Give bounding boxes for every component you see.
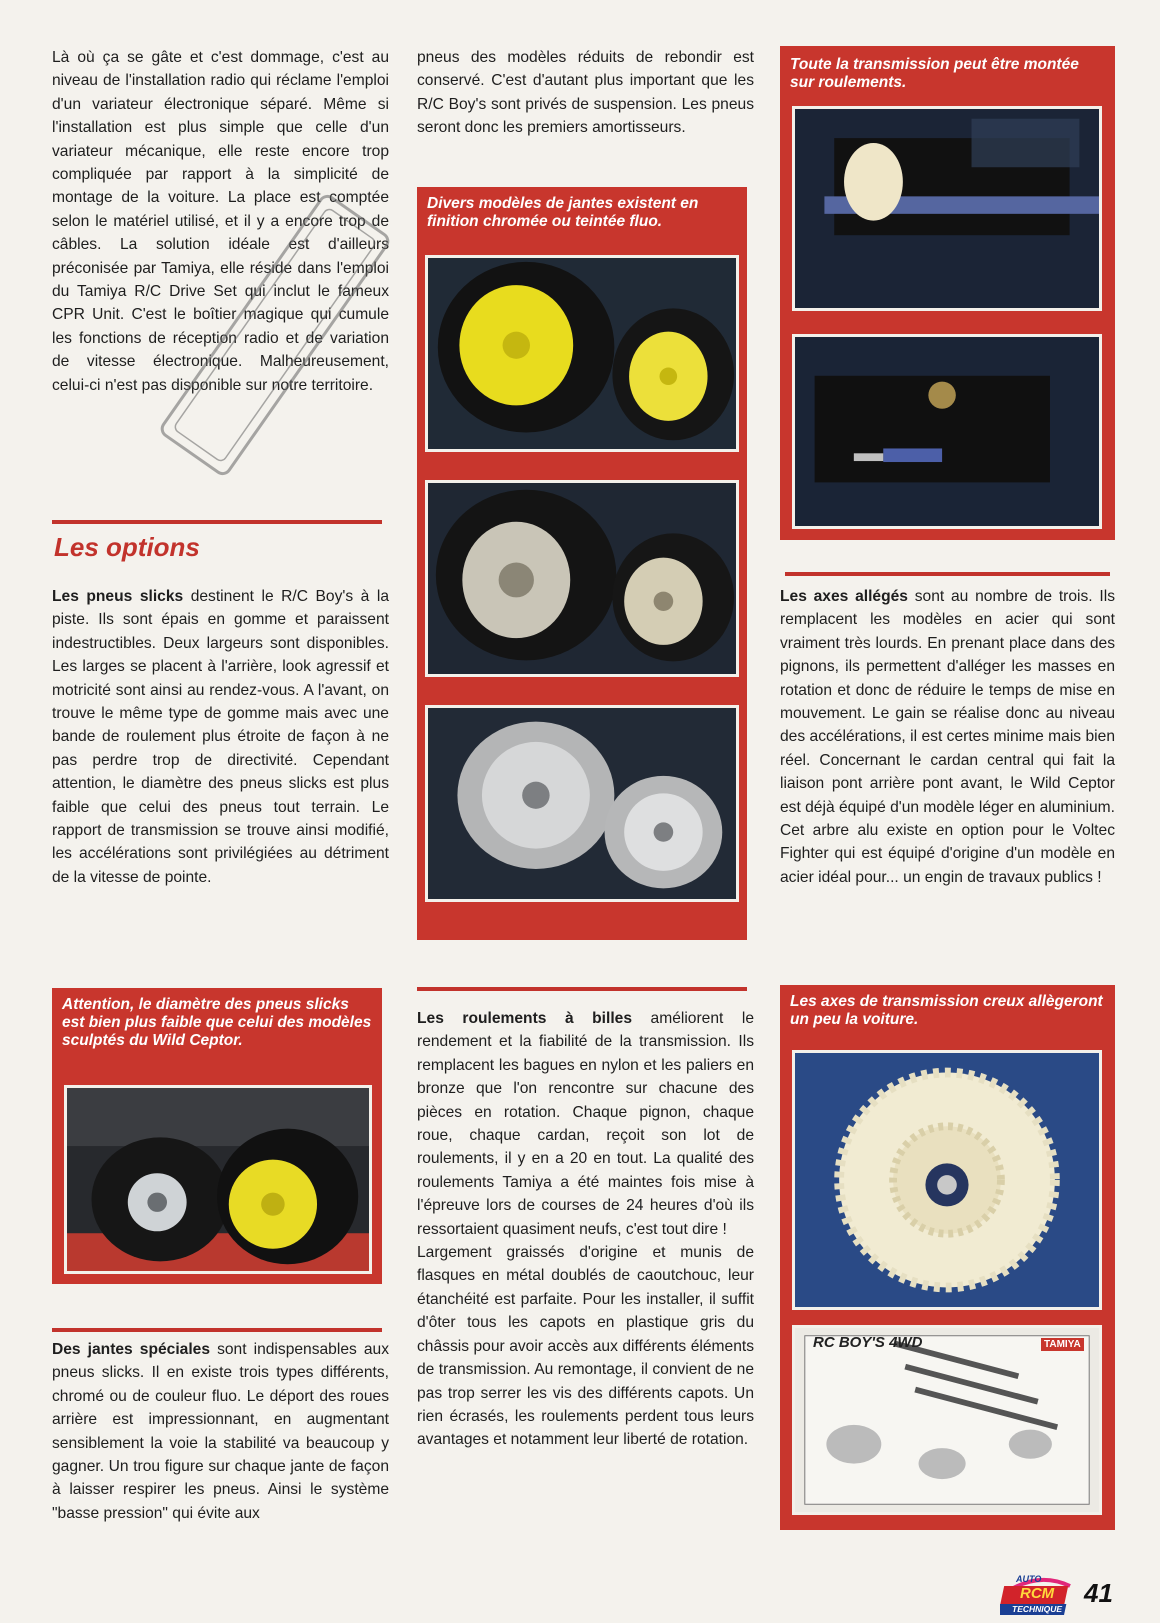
slicks-lead: Les pneus slicks	[52, 588, 184, 605]
package-title: RC BOY'S 4WD	[813, 1334, 923, 1351]
logo-main-text: RCM	[1020, 1585, 1055, 1602]
photo-instruction-sheet	[792, 1325, 1102, 1515]
photo-transmission-detail	[792, 334, 1102, 529]
photo-yellow-rims	[425, 255, 739, 452]
watermark-stamp	[150, 155, 400, 515]
photo-chrome-rims-bare	[425, 705, 739, 902]
column-3-axes	[780, 585, 1115, 889]
transmission-caption: Toute la transmission peut être montée sur roulements.	[790, 56, 1079, 91]
column-1-slicks	[52, 585, 389, 889]
roulements-text: améliorent le rendement et la fiabilité de la transmission. Ils remplacent les bagues en nylon et les paliers en bronze que l'on rencontre sur chacune des pièces en rotation. Chaque pignon, chaque roue, chaque cardan, reçoit son lot de roulements, il y en a 20 en tout. La qualité des roulements Tamiya a été maintes fois mise à l'épreuve lors de courses de 24 heures d'où ils ressortaient quasiment neufs, c'est tout dire !	[417, 1010, 754, 1238]
logo-sub-text: TECHNIQUE	[1012, 1604, 1063, 1614]
jantes-lead: Des jantes spéciales	[52, 1341, 211, 1358]
jantes-paragraph	[52, 1338, 389, 1525]
axes-caption: Les axes de transmission creux allègeront un peu la voiture.	[790, 993, 1103, 1028]
jantes-caption: Divers modèles de jantes existent en finition chromée ou teintée fluo.	[427, 195, 699, 230]
photo-gear	[792, 1050, 1102, 1310]
roulements-paragraph-2: Largement graissés d'origine et munis de flasques en métal doublés de caoutchouc, leur étanchéité est parfaite. Pour les installer, il suffit d'ôter tous les capots en plastique gris du châssis pour avoir accès aux différents éléments de transmission. Au remontage, il convient de ne pas trop serrer les vis des différents capots. Un rien écrasés, les roulements perdent tous leurs avantages et notamment leur liberté de rotation.	[417, 1244, 754, 1449]
jantes-text: sont indispensables aux pneus slicks. Il en existe trois types différents, chromé ou de couleur fluo. Le déport des roues arrière est impressionnant, en augmentant sensiblement la voie la stabilité va beaucoup y gagner. Un trou figure sur chaque jante de façon à laisser respirer les pneus. Ainsi le système "basse pression" qui évite aux	[52, 1341, 389, 1522]
roulements-paragraph	[417, 1007, 754, 1241]
package-brand: TAMIYA	[1041, 1338, 1084, 1351]
magazine-logo	[1000, 1568, 1085, 1618]
axes-rule	[785, 572, 1110, 576]
slicks-text: destinent le R/C Boy's à la piste. Ils sont épais en gomme et paraissent indestructibles. Deux largeurs sont disponibles. Les larges se placent à l'arrière, look agressif et motricité sont ainsi au rendez-vous. A l'avant, on trouve le même type de gomme mais avec une bande de roulement plus étroite de façon à ne pas perdre trop de directivité. Cependant attention, le diamètre des pneus slicks est plus faible que celui des pneus tout terrain. Le rapport de transmission se trouve ainsi modifié, les accélérations sont privilégiées au détriment de la vitesse de pointe.	[52, 588, 390, 886]
intro-paragraph: Là où ça se gâte et c'est dommage, c'est au niveau de l'installation radio qui réclame l'emploi d'un variateur électronique séparé. Même si l'installation est plus simple que celle d'un variateur mécanique, elle reste encore trop compliquée par rapport à la simplicité de montage de la voiture. La place est comptée selon le matériel utilisé, et il y a encore trop de câbles. La solution idéale est d'ailleurs préconisée par Tamiya, elle réside dans l'emploi du Tamiya R/C Drive Set qui inclut le fameux CPR Unit. C'est le boîtier magique qui cumule les fonctions de réception radio et de variation de vitesse électronique. Malheureusement, celui-ci n'est pas disponible sur notre territoire.	[52, 49, 389, 394]
column-2-intro	[417, 46, 754, 140]
photo-transmission-top	[792, 106, 1102, 311]
axes-lead: Les axes allégés	[780, 588, 908, 605]
axes-text: sont au nombre de trois. Ils remplacent les modèles en acier qui sont vraiment très lourds. En prenant place dans des pignons, ils permettent d'alléger les masses en rotation et donc de réduire le temps de mise en mouvement. Le gain se réalise donc au niveau des accélérations, il est certes minime mais bien réel. Concernant le cardan central qui fait la liaison pont arrière pont avant, le Wild Ceptor est déjà équipé d'un modèle léger en aluminium. Cet arbre alu existe en option pour le Voltec Fighter qui est équipé d'origine d'un modèle en acier idéal pour... un engin de travaux publics !	[780, 588, 1116, 886]
page-number: 41	[1084, 1578, 1113, 1608]
column-1-jantes	[52, 1338, 389, 1525]
column-2-roulements	[417, 1007, 754, 1452]
roulements-rule	[417, 987, 747, 991]
section-rule	[52, 520, 382, 524]
section-heading: Les options	[54, 532, 200, 562]
photo-chrome-rims	[425, 480, 739, 677]
intro-continued: pneus des modèles réduits de rebondir est conservé. C'est d'autant plus important que les R/C Boy's sont privés de suspension. Les pneus seront donc les premiers amortisseurs.	[417, 49, 754, 137]
jantes-rule	[52, 1328, 382, 1332]
slicks-caption: Attention, le diamètre des pneus slicks est bien plus faible que celui des modèles sculptés du Wild Ceptor.	[62, 996, 372, 1049]
photo-slick-wheels	[64, 1085, 372, 1274]
axes-paragraph	[780, 585, 1115, 889]
slicks-paragraph	[52, 585, 389, 889]
roulements-lead: Les roulements à billes	[417, 1010, 633, 1027]
logo-top-text: AUTO	[1016, 1574, 1042, 1584]
